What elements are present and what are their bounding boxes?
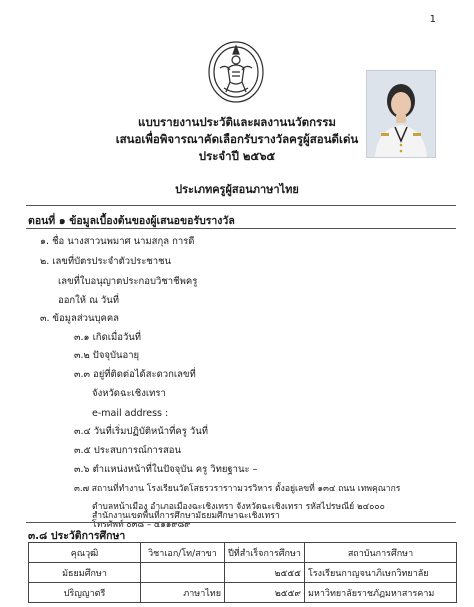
field-birth: ๓.๑ เกิดเมื่อวันที่	[74, 332, 142, 343]
table-cell: ปริญญาตรี	[29, 583, 141, 603]
table-cell: มัธยมศึกษา	[29, 563, 141, 583]
document-title	[0, 114, 474, 165]
title-line: แบบรายงานประวัติและผลงานนวัตกรรม	[138, 115, 336, 129]
table-cell: มหาวิทยาลัยราชภัฏมหาสารคาม	[305, 583, 457, 603]
table-cell: ภาษาไทย	[141, 583, 225, 603]
education-heading: ๓.๘ ประวัติการศึกษา	[28, 530, 126, 542]
field-age: ๓.๒ ปัจจุบันอายุ	[74, 350, 140, 361]
field-office: สำนักงานเขตพื้นที่การศึกษามัธยมศึกษาฉะเชิงเทรา	[92, 511, 280, 521]
field-province: จังหวัดฉะเชิงเทรา	[92, 388, 166, 399]
field-id-card: ๒. เลขที่บัตรประจำตัวประชาชน	[40, 256, 172, 267]
column-header: สถาบันการศึกษา	[305, 543, 457, 563]
title-line: เสนอเพื่อพิจารณาคัดเลือกรับรางวัลครูผู้สอนดีเด่น	[115, 132, 359, 146]
table-header-row	[29, 543, 457, 563]
field-address: ๓.๓ อยู่ที่ติดต่อได้สะดวกเลขที่	[74, 369, 196, 380]
field-license: เลขที่ใบอนุญาตประกอบวิชาชีพครู	[58, 276, 198, 287]
table-cell: โรงเรียนกาญจนาภิเษกวิทยาลัย	[305, 563, 457, 583]
column-header: คุณวุฒิ	[29, 543, 141, 563]
page-number: 1	[429, 14, 436, 25]
field-phone: โทรศัพท์ ๐๓๘ – ๕๑๑๙๘๙	[92, 520, 191, 530]
section-heading: ตอนที่ ๑ ข้อมูลเบื้องต้นของผู้เสนอขอรับรางวัล	[28, 215, 235, 227]
field-name: ๑. ชื่อ นางสาวนพมาศ นามสกุล การดี	[40, 236, 195, 247]
field-start-date: ๓.๔ วันที่เริ่มปฏิบัติหน้าที่ครู วันที่	[74, 426, 208, 437]
field-experience: ๓.๕ ประสบการณ์การสอน	[74, 445, 181, 456]
field-issued: ออกให้ ณ วันที่	[58, 295, 120, 306]
title-line: ประจำปี ๒๕๖๕	[198, 149, 276, 163]
field-personal: ๓. ข้อมูลส่วนบุคคล	[40, 313, 120, 324]
table-cell: ๒๕๕๙	[225, 583, 305, 603]
table-row	[29, 563, 457, 583]
field-school-address: ตำบลหน้าเมือง อำเภอเมืองฉะเชิงเทรา จังหวัดฉะเชิงเทรา รหัสไปรษณีย์ ๒๔๐๐๐	[92, 502, 385, 512]
divider	[26, 522, 456, 523]
education-table	[28, 542, 457, 603]
table-cell	[141, 563, 225, 583]
column-header: วิชาเอก/โท/สาขา	[141, 543, 225, 563]
divider	[26, 228, 456, 229]
award-category: ประเภทครูผู้สอนภาษาไทย	[175, 183, 299, 196]
column-header: ปีที่สำเร็จการศึกษา	[225, 543, 305, 563]
table-row	[29, 583, 457, 603]
field-school: ๓.๗ สถานที่ทำงาน โรงเรียนวัดโสธรวราราามวรวิหาร ตั้งอยู่เลขที่ ๑๓๔ ถนน เทพคุณากร	[74, 484, 401, 494]
divider	[26, 205, 456, 206]
table-cell: ๒๕๕๕	[225, 563, 305, 583]
emblem-seal-icon	[206, 38, 266, 104]
field-email: e-mail address :	[92, 408, 169, 419]
field-position: ๓.๖ ตำแหน่งหน้าที่ในปัจจุบัน ครู วิทยฐานะ –	[74, 464, 258, 475]
